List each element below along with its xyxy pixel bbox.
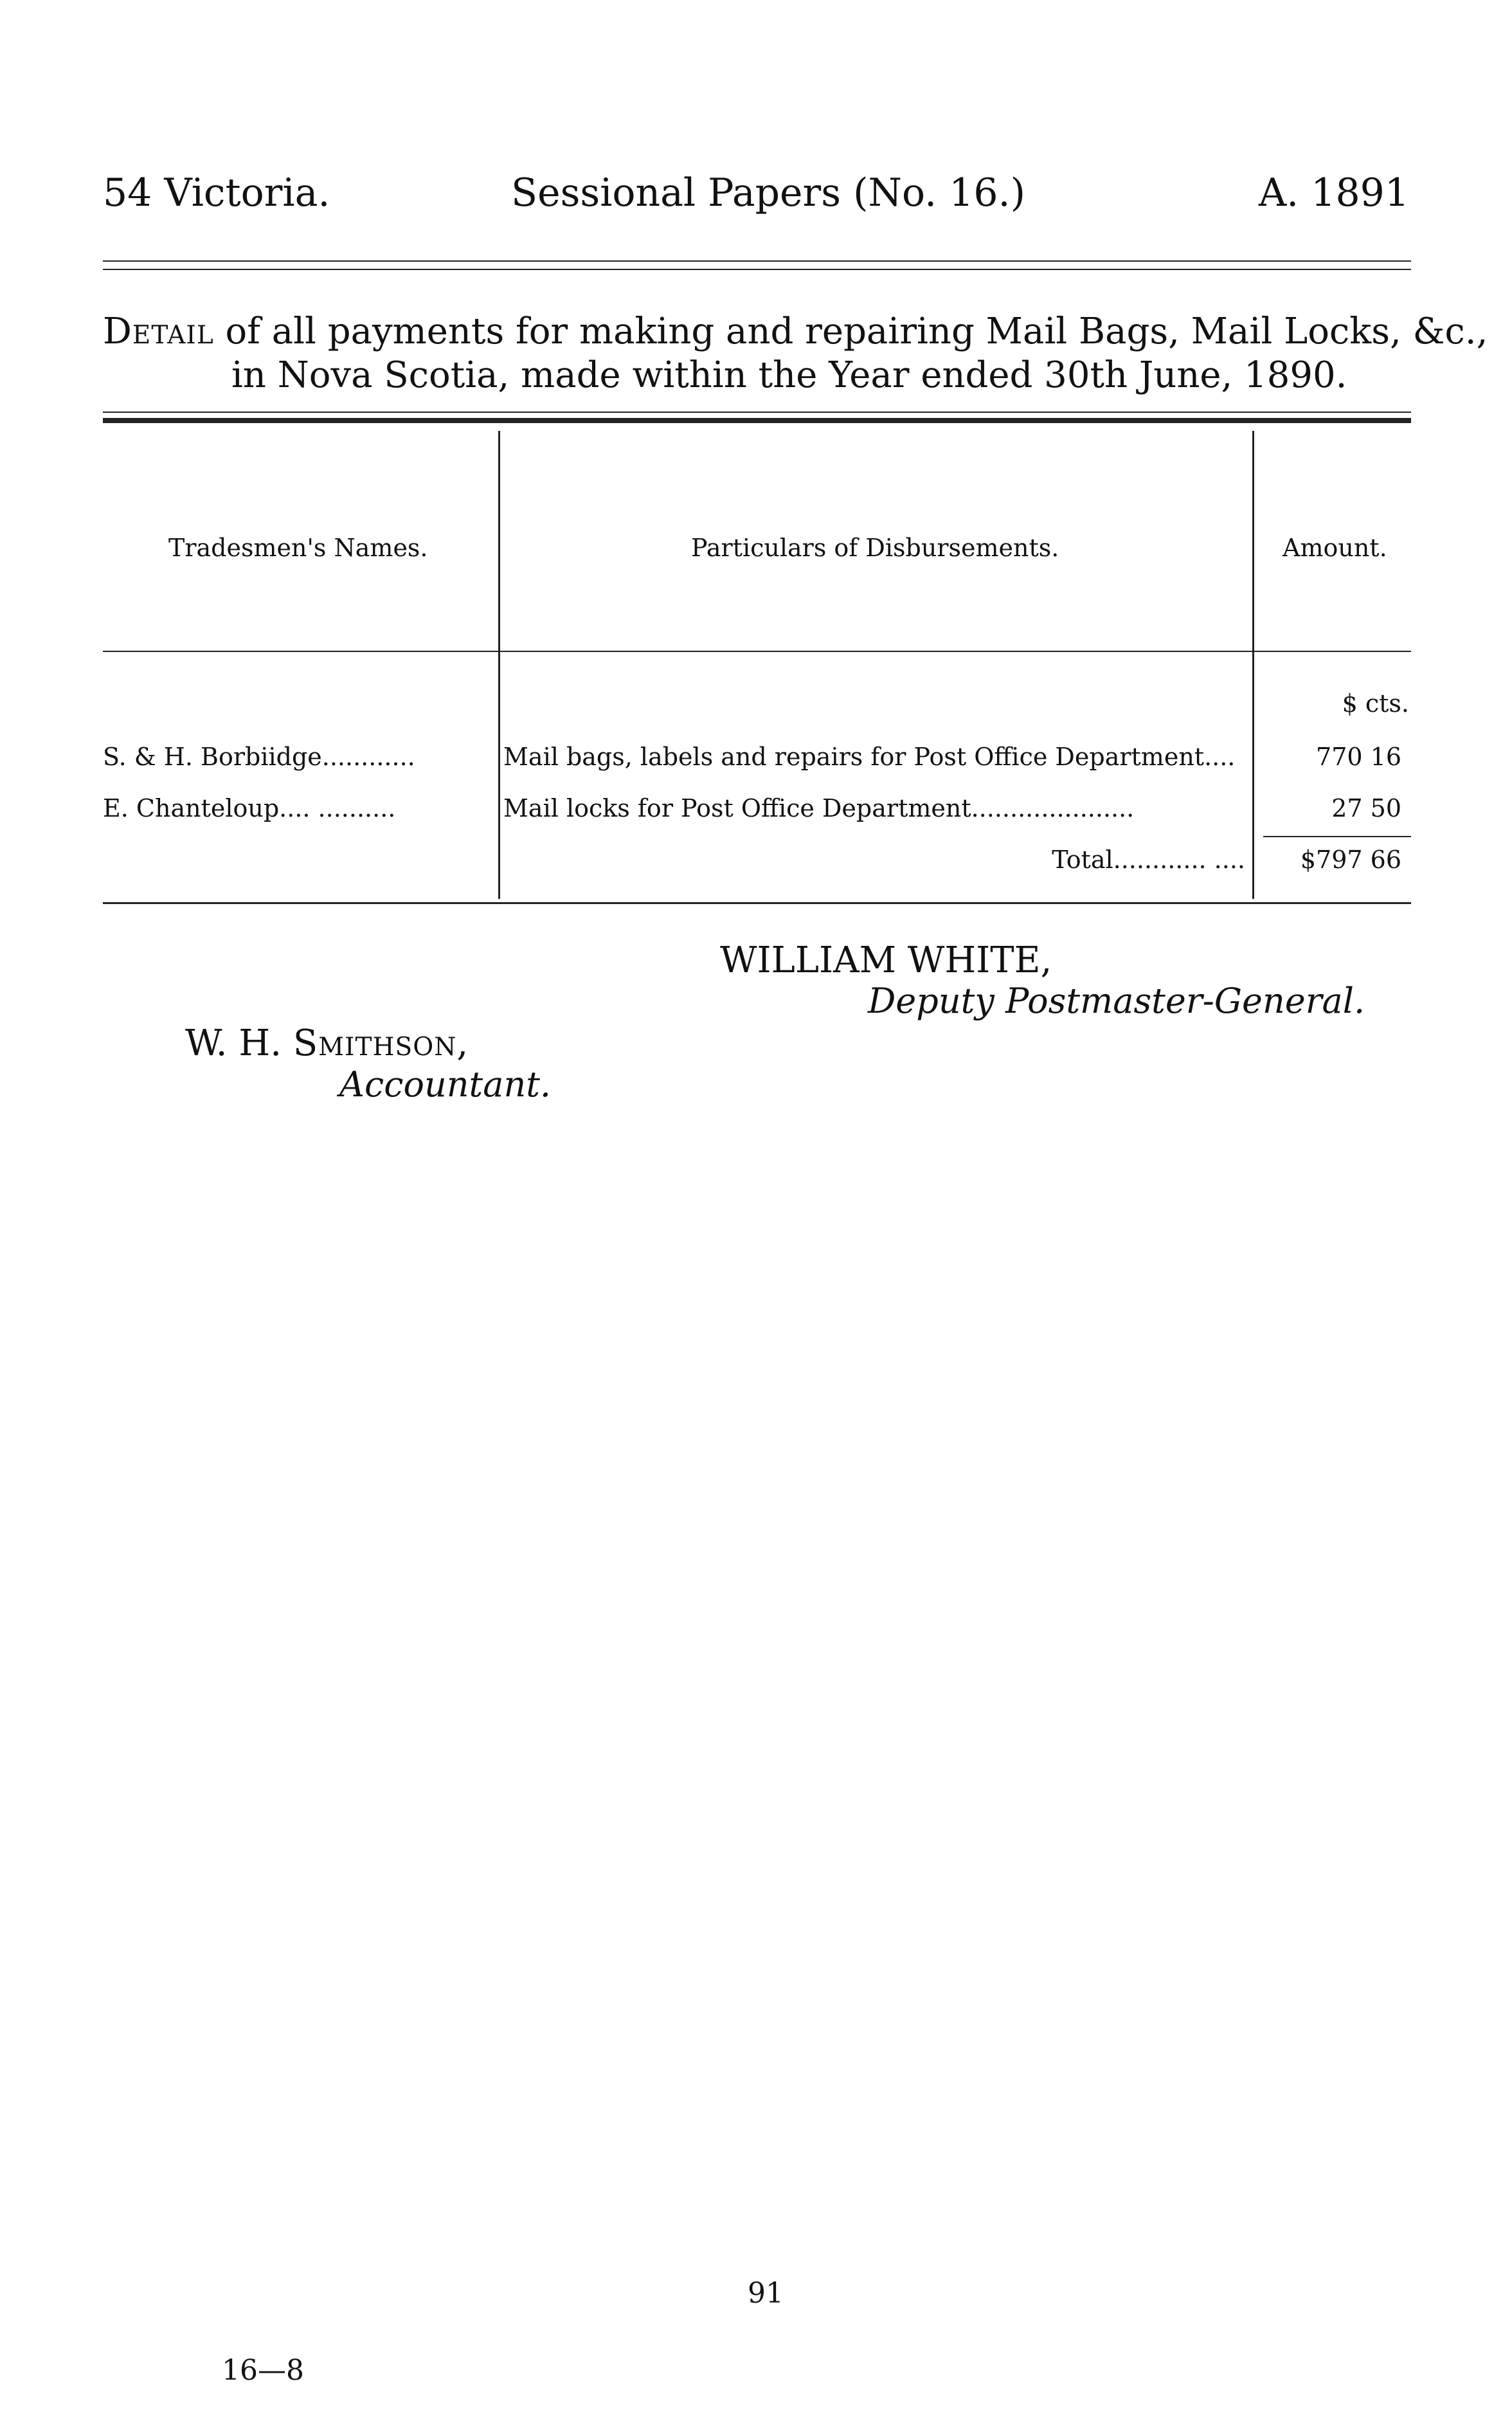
column-header-names: Tradesmen's Names. bbox=[168, 534, 428, 562]
signature-deputy-title: Deputy Postmaster-General. bbox=[868, 981, 1365, 1021]
total-upper-rule bbox=[1263, 836, 1411, 837]
row-2-name: E. Chanteloup.... .......... bbox=[103, 794, 396, 822]
header-rule-bottom bbox=[103, 269, 1411, 270]
document-title-line-1 bbox=[103, 311, 1488, 352]
header-rule-top bbox=[103, 260, 1411, 262]
total-label: Total............ .... bbox=[1052, 846, 1245, 874]
table-top-rule-thin bbox=[103, 412, 1411, 413]
running-header-right: A. 1891 bbox=[1258, 170, 1409, 215]
column-header-particulars: Particulars of Disbursements. bbox=[691, 534, 1059, 562]
column-divider-2 bbox=[1252, 431, 1254, 899]
accountant-initials: W. H. bbox=[185, 1022, 293, 1064]
running-header-left: 54 Victoria. bbox=[103, 170, 330, 215]
title-lead-word: Detail bbox=[103, 311, 214, 352]
row-1-particulars: Mail bags, labels and repairs for Post Office Department.... bbox=[503, 743, 1236, 771]
amount-units: $ cts. bbox=[1342, 689, 1409, 718]
total-amount: $797 66 bbox=[1300, 846, 1401, 874]
signature-deputy-name: WILLIAM WHITE, bbox=[720, 939, 1052, 981]
table-top-rule-thick bbox=[103, 418, 1411, 423]
signature-accountant-name bbox=[185, 1022, 469, 1064]
running-header-center: Sessional Papers (No. 16.) bbox=[511, 170, 1026, 215]
column-divider-1 bbox=[498, 431, 500, 899]
table-bottom-rule bbox=[103, 902, 1411, 904]
title-line-1-text: of all payments for making and repairing Mail Bags, Mail Locks, &c., bbox=[213, 311, 1488, 352]
column-header-amount: Amount. bbox=[1282, 534, 1387, 562]
row-2-particulars: Mail locks for Post Office Department..................... bbox=[503, 794, 1135, 822]
row-1-name: S. & H. Borbiidge............ bbox=[103, 743, 415, 771]
page-number: 91 bbox=[748, 2277, 784, 2310]
row-1-amount: 770 16 bbox=[1316, 743, 1401, 771]
signature-accountant-title: Accountant. bbox=[339, 1064, 552, 1105]
sheet-signature-mark: 16—8 bbox=[222, 2354, 304, 2387]
row-2-amount: 27 50 bbox=[1331, 794, 1401, 822]
accountant-surname: Smithson bbox=[292, 1022, 457, 1064]
table-header-rule bbox=[103, 651, 1411, 652]
document-title-line-2: in Nova Scotia, made within the Year ended 30th June, 1890. bbox=[231, 354, 1347, 396]
accountant-comma: , bbox=[456, 1022, 469, 1064]
